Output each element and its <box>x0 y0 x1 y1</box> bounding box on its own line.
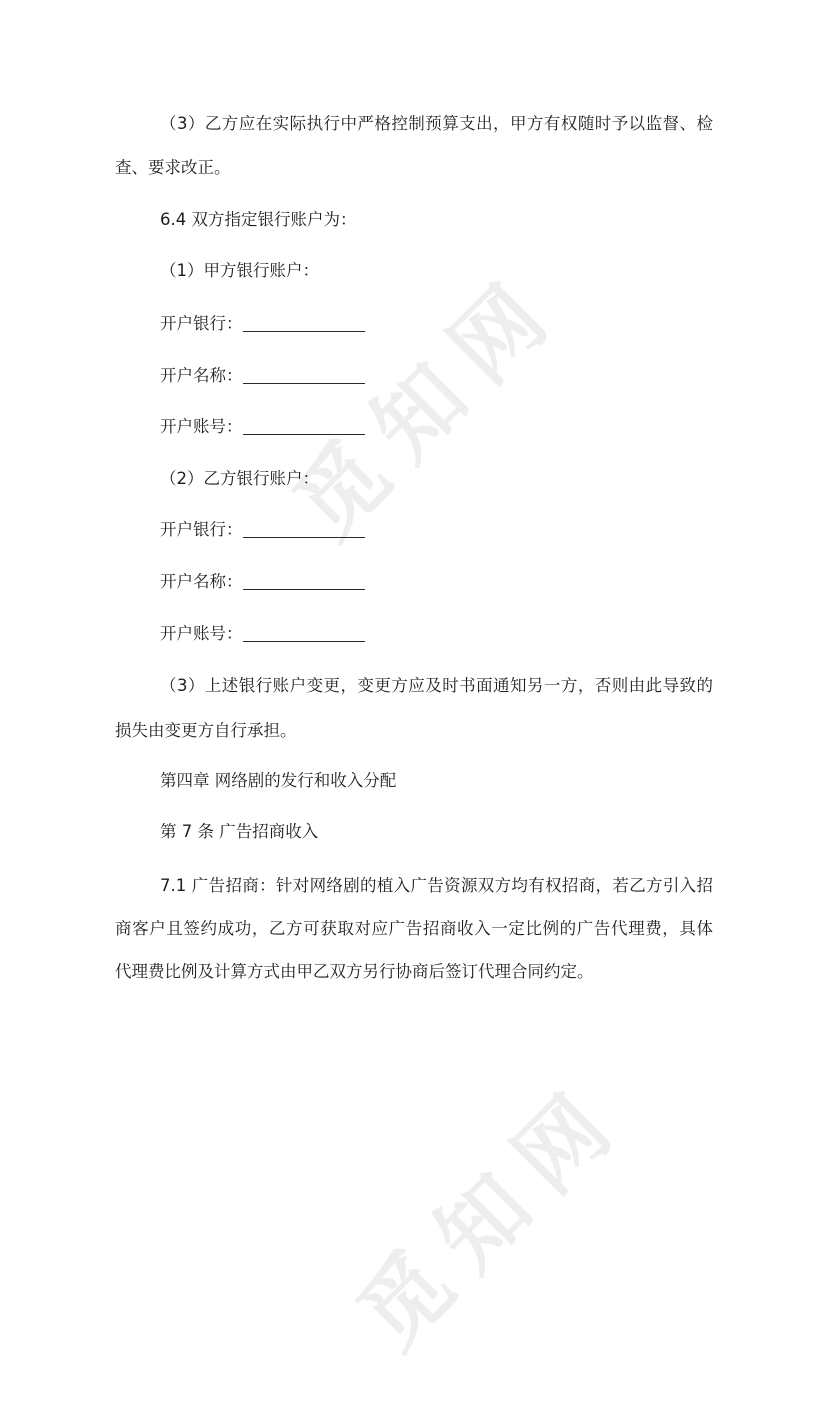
clause-7-1-line: 代理费比例及计算方式由甲乙双方另行协商后签订代理合同约定。 <box>115 962 594 981</box>
blank-line <box>243 315 365 332</box>
watermark: 觅知网 <box>338 1061 645 1368</box>
party-a-bank-field <box>160 312 365 336</box>
clause-6-4-heading: 6.4 双方指定银行账户为： <box>160 210 357 229</box>
blank-line <box>243 521 365 538</box>
change-notice-line: （3）上述银行账户变更，变更方应及时书面通知另一方，否则由此导致的 <box>160 676 713 695</box>
change-notice-line: 损失由变更方自行承担。 <box>115 721 297 740</box>
field-label: 开户账号： <box>160 624 243 643</box>
field-label: 开户账号： <box>160 417 243 436</box>
field-label: 开户银行： <box>160 314 243 333</box>
blank-line <box>243 625 365 642</box>
party-a-name-field <box>160 364 365 388</box>
clause-6-3-item-3-line: （3）乙方应在实际执行中严格控制预算支出，甲方有权随时予以监督、检 <box>160 114 713 133</box>
field-label: 开户银行： <box>160 520 243 539</box>
field-label: 开户名称： <box>160 572 243 591</box>
blank-line <box>243 573 365 590</box>
article-title: 第 7 条 广告招商收入 <box>160 822 319 841</box>
party-a-account-number-field <box>160 415 365 439</box>
clause-7-1-line: 商客户且签约成功，乙方可获取对应广告招商收入一定比例的广告代理费，具体 <box>115 919 713 938</box>
field-label: 开户名称： <box>160 366 243 385</box>
chapter-title: 第四章 网络剧的发行和收入分配 <box>160 771 397 790</box>
party-b-name-field <box>160 570 365 594</box>
blank-line <box>243 367 365 384</box>
party-b-account-number-field <box>160 622 365 646</box>
clause-7-1-line: 7.1 广告招商：针对网络剧的植入广告资源双方均有权招商，若乙方引入招 <box>160 876 713 895</box>
watermark: 觅知网 <box>274 251 581 558</box>
clause-6-3-item-3-line: 查、要求改正。 <box>115 158 231 177</box>
party-a-account-heading: （1）甲方银行账户： <box>160 261 319 280</box>
blank-line <box>243 418 365 435</box>
party-b-bank-field <box>160 518 365 542</box>
party-b-account-heading: （2）乙方银行账户： <box>160 469 319 488</box>
